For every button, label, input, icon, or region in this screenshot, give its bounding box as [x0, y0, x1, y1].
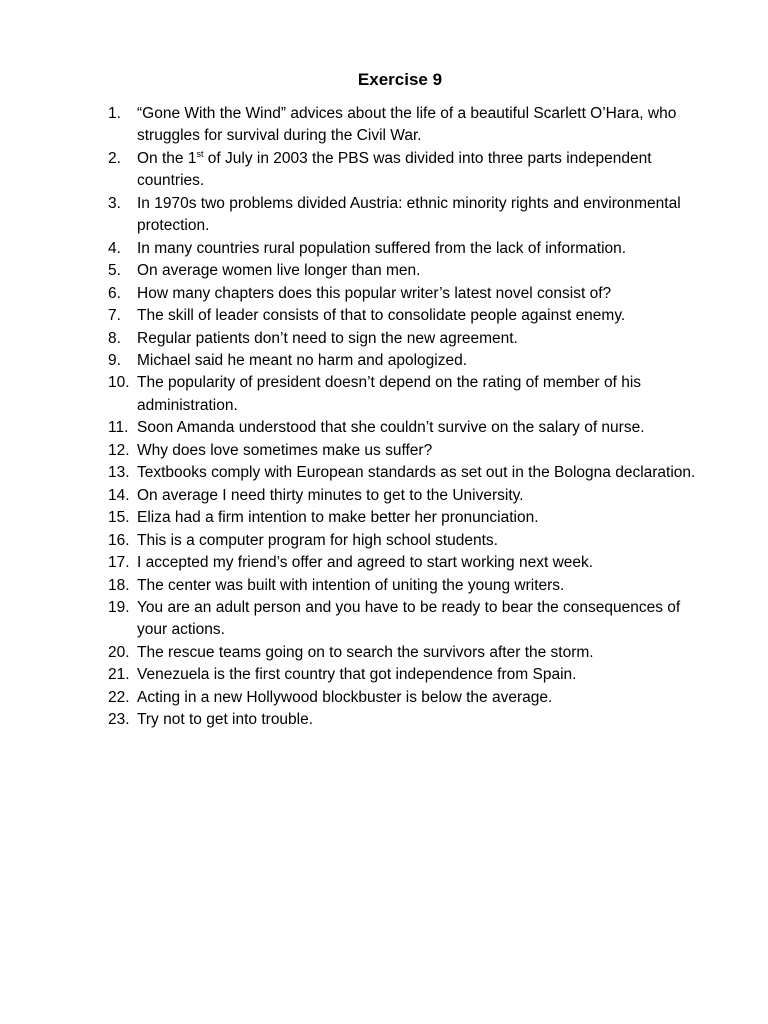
item-number: 4. [108, 239, 121, 257]
item-text: Textbooks comply with European standards as set out in the Bologna declaration. [137, 464, 696, 482]
item-number: 10. [108, 374, 130, 392]
item-number: 12. [108, 441, 130, 459]
item-text: Venezuela is the first country that got independence from Spain. [137, 666, 577, 684]
item-text: Why does love sometimes make us suffer? [137, 441, 433, 459]
item-number: 18. [108, 576, 130, 594]
item-text: Try not to get into trouble. [137, 711, 314, 729]
page-title: Exercise 9 [357, 70, 443, 89]
item-number: 17. [108, 554, 130, 572]
item-number: 6. [108, 284, 121, 302]
list-item [108, 507, 704, 529]
list-item [108, 485, 704, 507]
item-number: 2. [108, 149, 121, 167]
item-text: In many countries rural population suffered from the lack of information. [137, 239, 627, 257]
list-item [108, 462, 704, 484]
item-text: On average I need thirty minutes to get to the University. [137, 486, 524, 504]
item-text: You are an adult person and you have to be ready to bear the consequences of your actions. [137, 598, 681, 639]
item-text-start: On the 1 [137, 149, 197, 167]
item-number: 3. [108, 194, 121, 212]
list-item [108, 575, 704, 597]
item-number: 23. [108, 711, 130, 729]
item-text: The skill of leader consists of that to consolidate people against enemy. [137, 307, 626, 325]
item-number: 9. [108, 351, 121, 369]
list-item [108, 417, 704, 439]
item-text: The center was built with intention of uniting the young writers. [137, 576, 565, 594]
item-text: In 1970s two problems divided Austria: ethnic minority rights and environmental protection. [137, 194, 681, 235]
list-item [108, 193, 704, 238]
item-text-end: of July in 2003 the PBS was divided into three parts independent countries. [137, 149, 652, 190]
item-number: 1. [108, 105, 121, 122]
item-number: 21. [108, 666, 130, 684]
item-number: 15. [108, 509, 130, 527]
list-item [108, 664, 704, 686]
item-number: 8. [108, 329, 121, 347]
list-item [108, 350, 704, 372]
list-item [108, 305, 704, 327]
list-item [108, 103, 704, 148]
item-text: Eliza had a firm intention to make better her pronunciation. [137, 509, 539, 527]
list-item [108, 642, 704, 664]
item-text: On average women live longer than men. [137, 262, 421, 280]
item-text: How many chapters does this popular writer’s latest novel consist of? [137, 284, 612, 302]
item-number: 20. [108, 643, 130, 661]
list-item [108, 552, 704, 574]
item-text: Soon Amanda understood that she couldn’t survive on the salary of nurse. [137, 419, 645, 437]
item-number: 19. [108, 598, 130, 616]
list-item [108, 260, 704, 282]
item-number: 5. [108, 262, 121, 280]
list-item [108, 440, 704, 462]
item-number: 16. [108, 531, 130, 549]
item-text: The popularity of president doesn’t depend on the rating of member of his administration. [137, 374, 642, 414]
item-text: I accepted my friend’s offer and agreed to start working next week. [137, 554, 594, 572]
list-item [108, 709, 704, 731]
list-item [108, 530, 704, 552]
item-text: The rescue teams going on to search the survivors after the storm. [137, 643, 594, 661]
list-item [108, 283, 704, 305]
list-item [108, 328, 704, 350]
item-text: Regular patients don’t need to sign the new agreement. [137, 329, 518, 347]
ordinal-superscript: st [196, 148, 204, 159]
item-text: Acting in a new Hollywood blockbuster is below the average. [137, 688, 553, 706]
item-number: 11. [108, 419, 129, 437]
item-text: Michael said he meant no harm and apologized. [137, 351, 468, 369]
item-text: This is a computer program for high school students. [137, 531, 498, 549]
list-item [108, 597, 704, 642]
list-item [108, 238, 704, 260]
item-number: 14. [108, 486, 130, 504]
item-number: 13. [108, 464, 130, 482]
item-number: 22. [108, 688, 130, 706]
item-text: “Gone With the Wind” advices about the life of a beautiful Scarlett O’Hara, who struggles for survival during the Civil War. [137, 105, 677, 145]
exercise-list [108, 103, 704, 732]
list-item [108, 687, 704, 709]
list-item [108, 148, 704, 193]
item-number: 7. [108, 307, 121, 325]
list-item [108, 372, 704, 417]
